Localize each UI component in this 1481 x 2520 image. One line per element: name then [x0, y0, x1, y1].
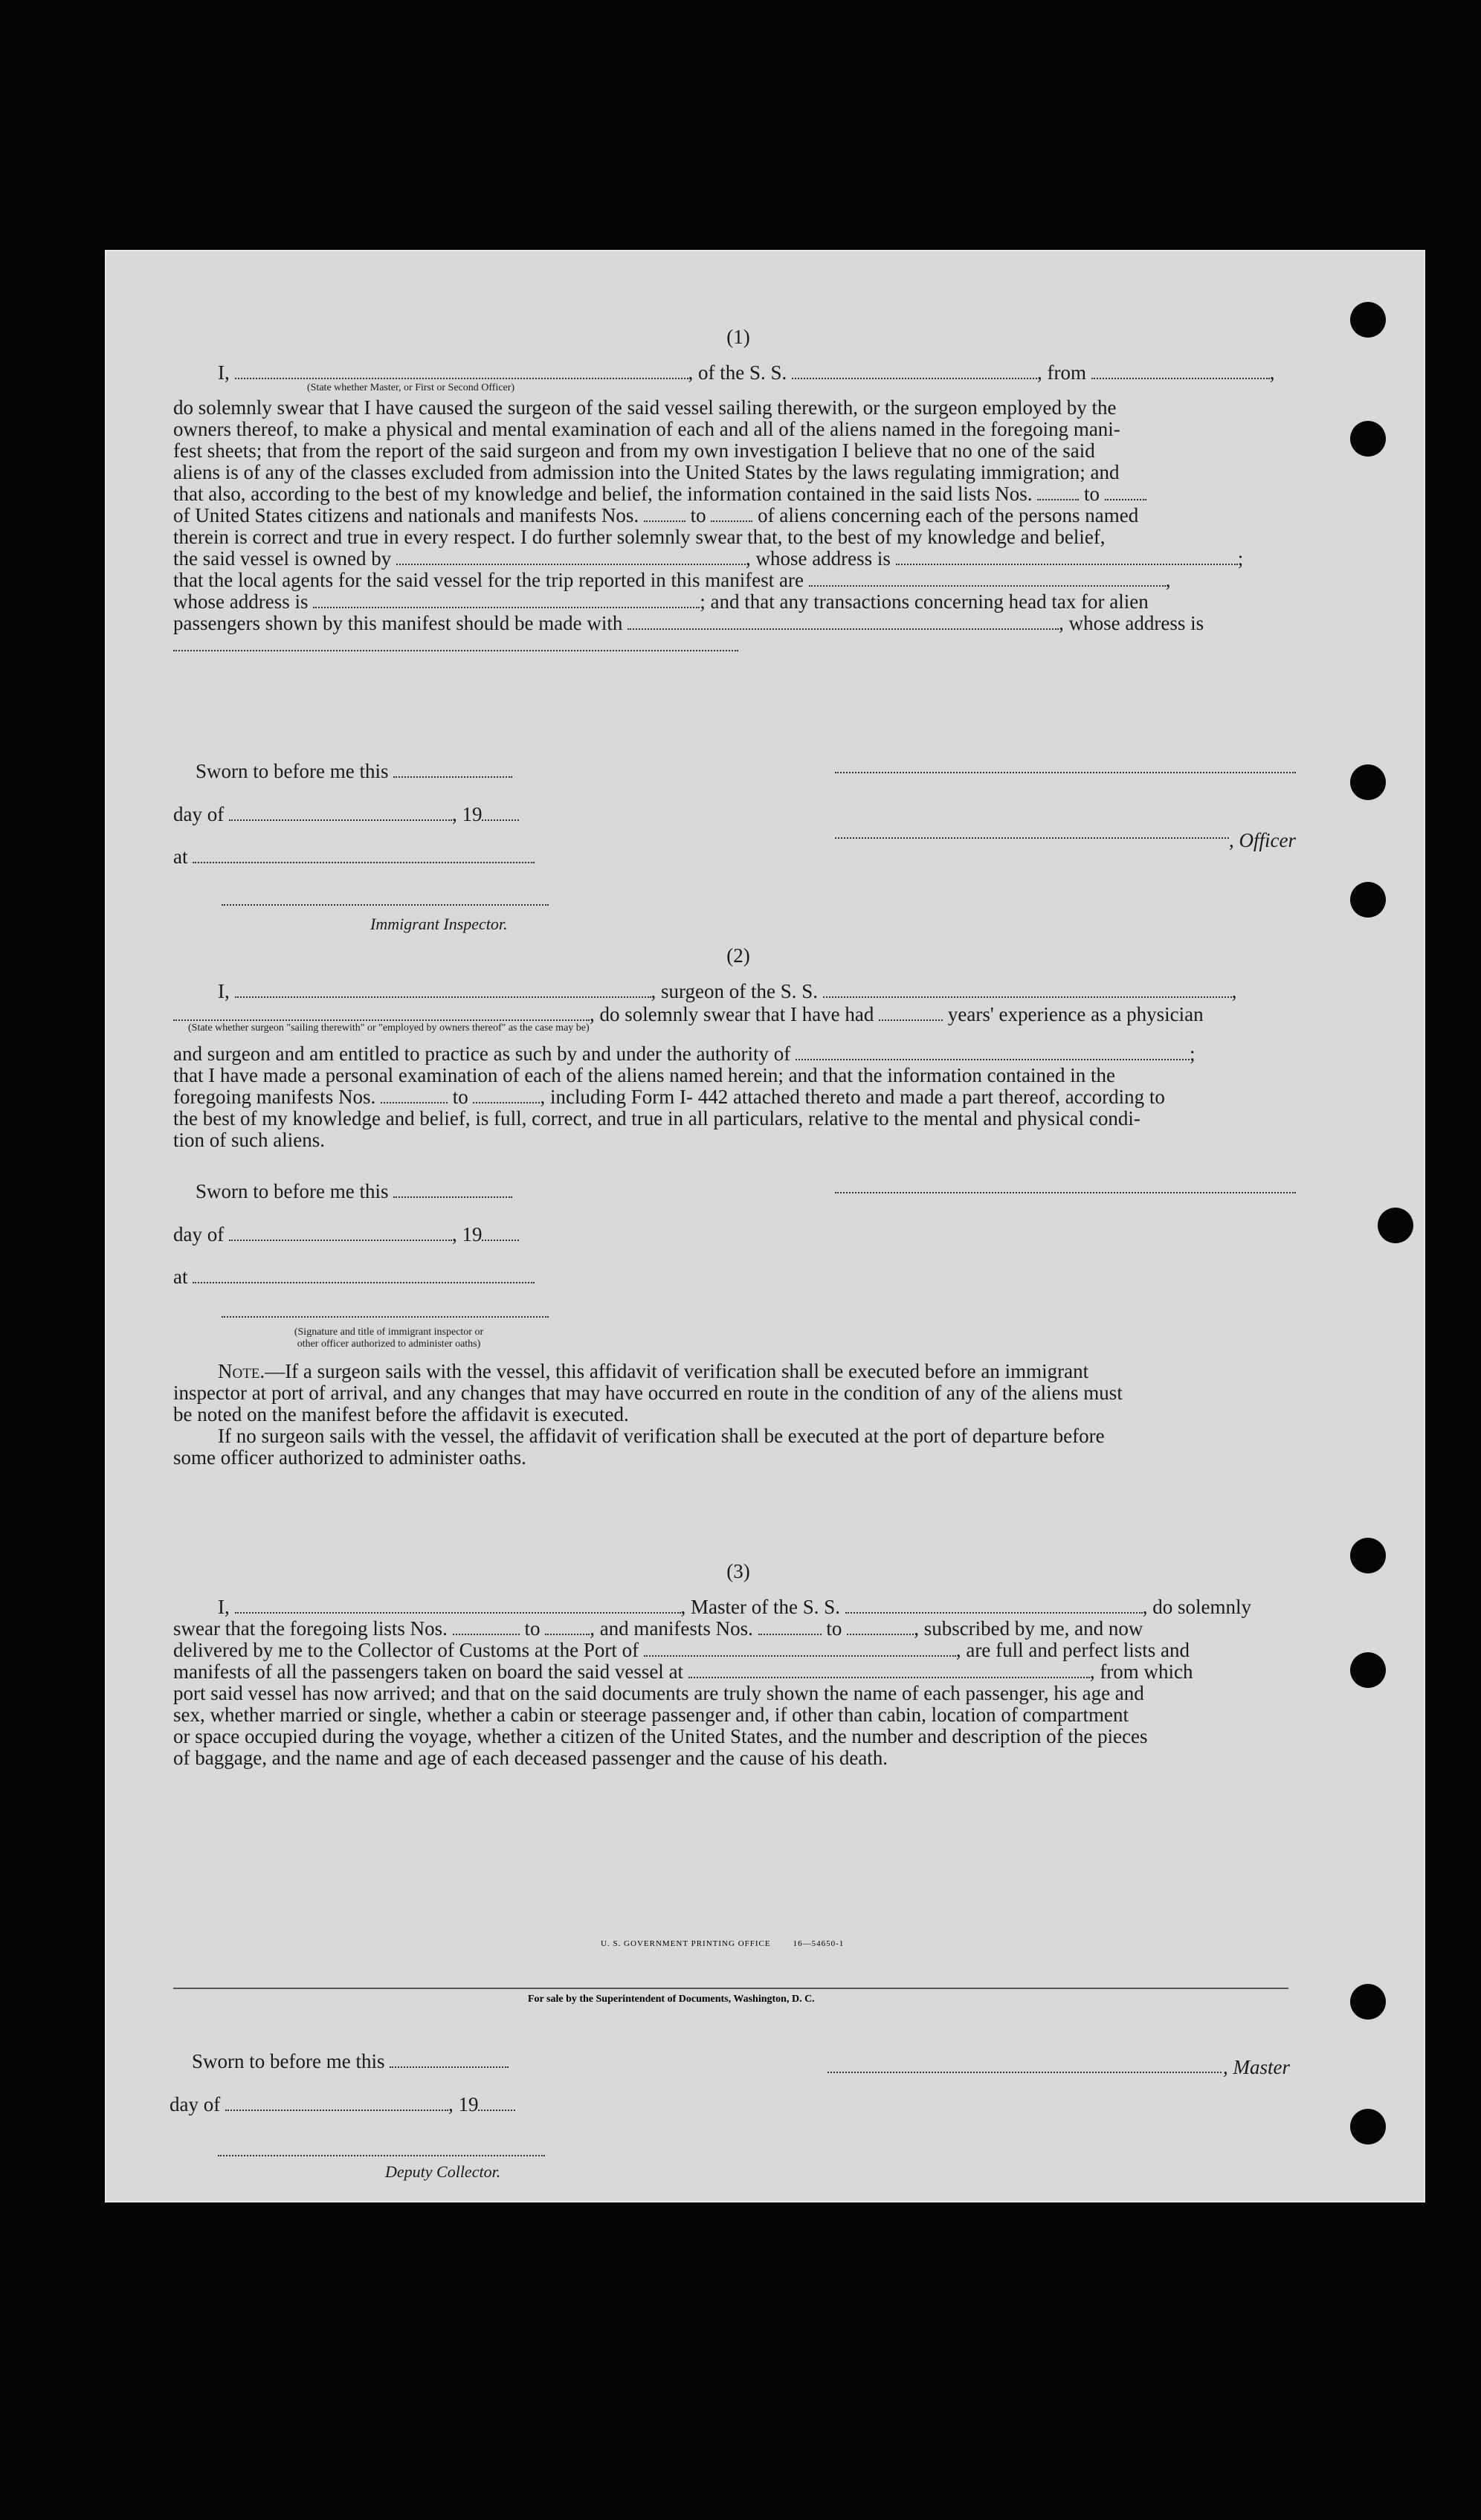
owner-address-field[interactable] — [896, 549, 1238, 565]
section1-body: do solemnly swear that I have caused the surgeon of the said vessel sailing therewith, or the surgeon employed by the owners thereof, to make a physical and mental examination of each and all of the aliens named in the foregoing mani- fest sheets; that from the report of the said surgeon and from my own investigation I believe that no one of the said aliens is of any of the classes excluded from admission into the United States by the laws regulating immigration; and that also, according to the best of my knowledge and belief, the information contained in the said lists Nos. to of United States citizens and nationals and manifests Nos. to of aliens concerning each of the persons named therein is correct and true in every respect. I do further solemnly swear that, to the best of my knowledge and belief, the said vessel is owned by , whose address is ; that the local agents for the said vessel for the trip reported in this manifest are , whose address is ; and that any transactions concerning head tax for alien passengers shown by this manifest should be made with , whose address is — [173, 397, 1303, 656]
inspector-signature-line[interactable] — [222, 1316, 549, 1318]
from-port-field[interactable] — [1091, 363, 1270, 379]
manifest-no-to-field[interactable] — [711, 506, 752, 522]
head-tax-contact-field[interactable] — [627, 613, 1059, 630]
punch-hole — [1350, 882, 1386, 918]
inspector-caption: Immigrant Inspector. — [370, 915, 508, 933]
note-label: Note. — [218, 1360, 265, 1382]
sworn-line: Sworn to before me this — [196, 761, 512, 782]
port-field[interactable] — [644, 1640, 956, 1657]
sworn-line: Sworn to before me this — [192, 2051, 509, 2072]
owner-field[interactable] — [396, 549, 746, 565]
surgeon-status-field[interactable] — [173, 1005, 590, 1021]
day-of-line: day of , 19 — [173, 804, 519, 825]
section-2: (2) I, , surgeon of the S. S. , , do solemnly swear that I have had years' experience as a physician (State whether surgeon "sailing therewith" or "employed by owners thereof" as the case may be) and surgeon and am entitled to practice as such by and under the authority of ; that I have made a personal examination of each of the aliens named herein; and that the information contained in the foregoing manifests Nos. to , including Form I- 442 attached thereto and made a part thereof, according to the best of my knowledge and belief, is full, correct, and true in all particulars, relative to the mental and physical condi- tion of such aliens. Sworn to before me this day of , 19 at (Signature and title of immigrant inspector or other officer authorized to administer oaths) Note.—If a surgeon sails with the vessel, this affidavit of verification shall be executed before an immigrant inspector at port of arrival, and any changes that may have occurred en route in the condition of any of the aliens must be noted on the manifest before the affidavit is executed. If no surgeon sails with the vessel, the affidavit of verification shall be executed at the port of departure before some officer authorized to administer oaths. — [173, 944, 1303, 1151]
printing-office-imprint: U. S. GOVERNMENT PRINTING OFFICE 16—54650-1 — [601, 1939, 845, 1948]
punch-hole — [1378, 1208, 1413, 1243]
manifests-to-field[interactable] — [847, 1619, 914, 1635]
vessel-name-field[interactable] — [792, 363, 1037, 379]
year-field[interactable] — [478, 2095, 515, 2111]
section3-header-line: I, , Master of the S. S. , do solemnly — [218, 1596, 1251, 1618]
sworn-day-field[interactable] — [393, 761, 512, 778]
master-caption: (State whether Master, or First or Second Officer) — [307, 382, 515, 393]
lists-from-field[interactable] — [453, 1619, 520, 1635]
deputy-signature-line[interactable] — [218, 2155, 545, 2156]
deputy-caption: Deputy Collector. — [385, 2162, 501, 2181]
section-3: (3) I, , Master of the S. S. , do solemnly swear that the foregoing lists Nos. to , and manifests Nos. to , subscribed by me, and now delivered by me to the Collector of Customs at the Port of , are full and perfect lists and manifests of all the passengers taken on board the said vessel at , from which port said vessel has now arrived; and that on the said documents are truly shown the name of each passenger, his age and sex, whether married or single, whether a cabin or steerage passenger and, if other than cabin, location of compartment or space occupied during the voyage, whether a citizen of the United States, and the number and description of the pieces of baggage, and the name and age of each deceased passenger and the cause of his death. Sworn to before me this , Master day of , 19 Deputy Collector. — [173, 1560, 1303, 1769]
agent-address-field[interactable] — [313, 592, 700, 608]
authority-field[interactable] — [796, 1044, 1190, 1060]
sworn-day-field[interactable] — [393, 1182, 512, 1198]
punch-hole — [1350, 421, 1386, 457]
sworn-line: Sworn to before me this — [196, 1181, 512, 1202]
section-1 — [173, 326, 1303, 933]
at-place-field[interactable] — [193, 847, 535, 863]
document-page — [106, 251, 1424, 2201]
surgeon-caption: (State whether surgeon "sailing therewith" or "employed by owners thereof" as the case may be) — [188, 1022, 590, 1034]
note-block: Note.—If a surgeon sails with the vessel, this affidavit of verification shall be executed before an immigrant inspector at port of arrival, and any changes that may have occurred en route in the condition of any of the aliens must be noted on the manifest before the affidavit is executed. If no surgeon sails with the vessel, the affidavit of verification shall be executed at the port of departure before some officer authorized to administer oaths. — [173, 1360, 1123, 1469]
manifests-from-field[interactable] — [758, 1619, 822, 1635]
section2-body: and surgeon and am entitled to practice as such by and under the authority of ; that I have made a personal examination of each of the aliens named herein; and that the information contained in the foregoing manifests Nos. to , including Form I- 442 attached thereto and made a part thereof, according to the best of my knowledge and belief, is full, correct, and true in all particulars, relative to the mental and physical condi- tion of such aliens. — [173, 1043, 1196, 1151]
master-caption: , Master — [1223, 2056, 1290, 2078]
punch-hole — [1350, 302, 1386, 338]
signature-caption: (Signature and title of immigrant inspector or other officer authorized to administer oaths) — [294, 1327, 484, 1350]
local-agents-field[interactable] — [809, 570, 1166, 587]
surgeon-name-field[interactable] — [235, 982, 651, 998]
footer-rule — [173, 1988, 1288, 1989]
officer-signature-line-1[interactable] — [835, 772, 1296, 773]
boarding-port-field[interactable] — [688, 1662, 1090, 1678]
month-field[interactable] — [229, 805, 452, 821]
officer-caption: , Officer — [1229, 829, 1296, 851]
manifest-to-field[interactable] — [473, 1087, 540, 1103]
punch-hole — [1350, 1538, 1386, 1573]
manifest-from-field[interactable] — [381, 1087, 448, 1103]
year-field[interactable] — [482, 805, 519, 821]
punch-hole — [1350, 2109, 1386, 2144]
sworn-day-field[interactable] — [390, 2052, 509, 2068]
master-signature-line[interactable] — [827, 2072, 1222, 2073]
years-experience-field[interactable] — [879, 1005, 943, 1021]
at-line: at — [173, 846, 535, 868]
month-field[interactable] — [229, 1225, 452, 1241]
section-number: (2) — [726, 944, 750, 967]
vessel-name-field[interactable] — [823, 982, 1232, 998]
lists-to-field[interactable] — [545, 1619, 590, 1635]
day-of-line: day of , 19 — [173, 1224, 519, 1246]
year-field[interactable] — [482, 1225, 519, 1241]
list-no-to-field[interactable] — [1105, 484, 1146, 500]
inspector-signature-line[interactable] — [222, 904, 549, 906]
list-no-from-field[interactable] — [1037, 484, 1079, 500]
master-name-field[interactable] — [235, 1597, 681, 1614]
punch-hole — [1350, 764, 1386, 800]
punch-hole — [1350, 1652, 1386, 1688]
head-tax-address-field[interactable] — [173, 635, 738, 651]
officer-signature-line-2[interactable] — [835, 837, 1229, 839]
section1-header-line: I, , of the S. S. , from , — [218, 361, 1275, 384]
section2-header-line: I, , surgeon of the S. S. , — [218, 980, 1237, 1002]
at-place-field[interactable] — [193, 1267, 535, 1283]
for-sale-imprint: For sale by the Superintendent of Documents, Washington, D. C. — [528, 1994, 815, 2005]
section-number: (3) — [726, 1560, 750, 1582]
at-line: at — [173, 1266, 535, 1288]
month-field[interactable] — [225, 2095, 448, 2111]
day-of-line: day of , 19 — [170, 2094, 515, 2115]
master-name-field[interactable] — [235, 363, 688, 379]
manifest-no-from-field[interactable] — [644, 506, 685, 522]
surgeon-signature-line[interactable] — [835, 1192, 1296, 1193]
vessel-name-field[interactable] — [845, 1597, 1143, 1614]
section-number: (1) — [726, 326, 750, 348]
punch-hole — [1350, 1984, 1386, 2020]
